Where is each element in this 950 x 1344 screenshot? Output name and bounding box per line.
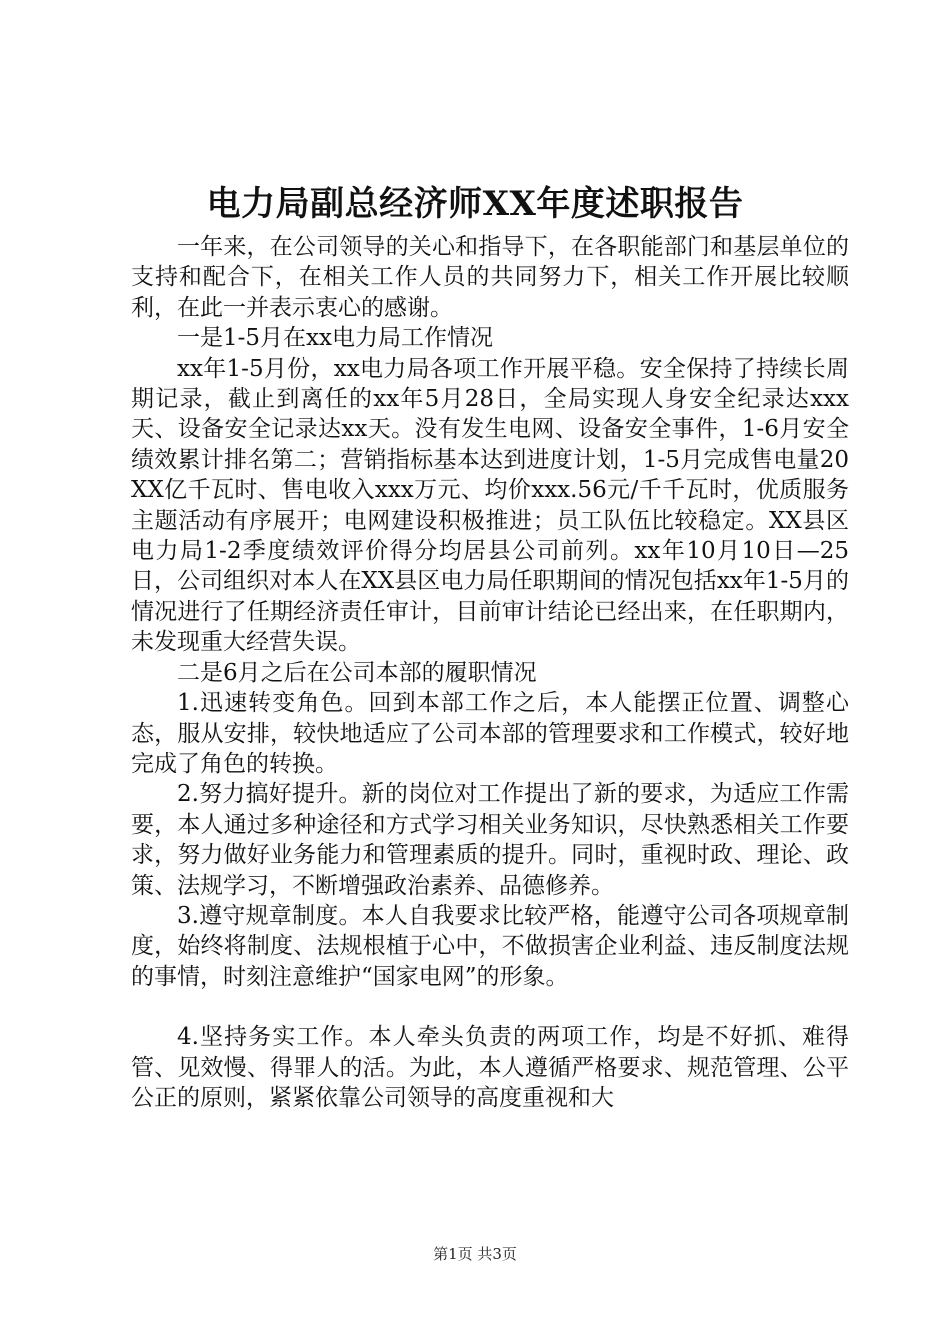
page-number-footer: 第1页 共3页: [433, 1245, 517, 1263]
paragraph-item-4: 4.坚持务实工作。本人牵头负责的两项工作，均是不好抓、难得管、见效慢、得罪人的活。为此，本人遵循严格要求、规范管理、公平公正的原则，紧紧依靠公司领导的高度重视和大: [131, 1024, 849, 1111]
paragraph-item-2: 2.努力搞好提升。新的岗位对工作提出了新的要求，为适应工作需要，本人通过多种途径和方式学习相关业务知识，尽快熟悉相关工作要求，努力做好业务能力和管理素质的提升。同时，重视时政、理论、政策、法规学习，不断增强政治素养、品德修养。: [131, 781, 849, 899]
paragraph-item-3: 3.遵守规章制度。本人自我要求比较严格，能遵守公司各项规章制度，始终将制度、法规根植于心中，不做损害企业利益、违反制度法规的事情，时刻注意维护“国家电网”的形象。: [131, 902, 849, 990]
section-heading-2: 二是6月之后在公司本部的履职情况: [177, 659, 537, 686]
paragraph-section-1: xx年1-5月份，xx电力局各项工作开展平稳。安全保持了持续长周期记录，截止到离任的xx年5月28日，全局实现人身安全纪录达xxx天、设备安全记录达xx天。没有发生电网、设备安全事件，1-6月安全绩效累计排名第二；营销指标基本达到进度计划，1-5月完成售电量20XX亿千瓦时、售电收入xxx万元、均价xxx.56元/千千瓦时，优质服务主题活动有序展开；电网建设积极推进；员工队伍比较稳定。XX县区电力局1-2季度绩效评价得分均居县公司前列。xx年10月10日—25日，公司组织对本人在XX县区电力局任职期间的情况包括xx年1-5月的情况进行了任期经济责任审计，目前审计结论已经出来，在任职期内，未发现重大经营失误。: [131, 355, 849, 656]
section-heading-1: 一是1-5月在xx电力局工作情况: [177, 325, 493, 352]
document-body: [131, 232, 849, 1113]
paragraph-intro: 一年来，在公司领导的关心和指导下，在各职能部门和基层单位的支持和配合下，在相关工作人员的共同努力下，相关工作开展比较顺利，在此一并表示衷心的感谢。: [131, 234, 849, 321]
document-title: 电力局副总经济师XX年度述职报告: [206, 184, 744, 224]
paragraph-item-1: 1.迅速转变角色。回到本部工作之后，本人能摆正位置、调整心态，服从安排，较快地适应了公司本部的管理要求和工作模式，较好地完成了角色的转换。: [131, 690, 849, 777]
